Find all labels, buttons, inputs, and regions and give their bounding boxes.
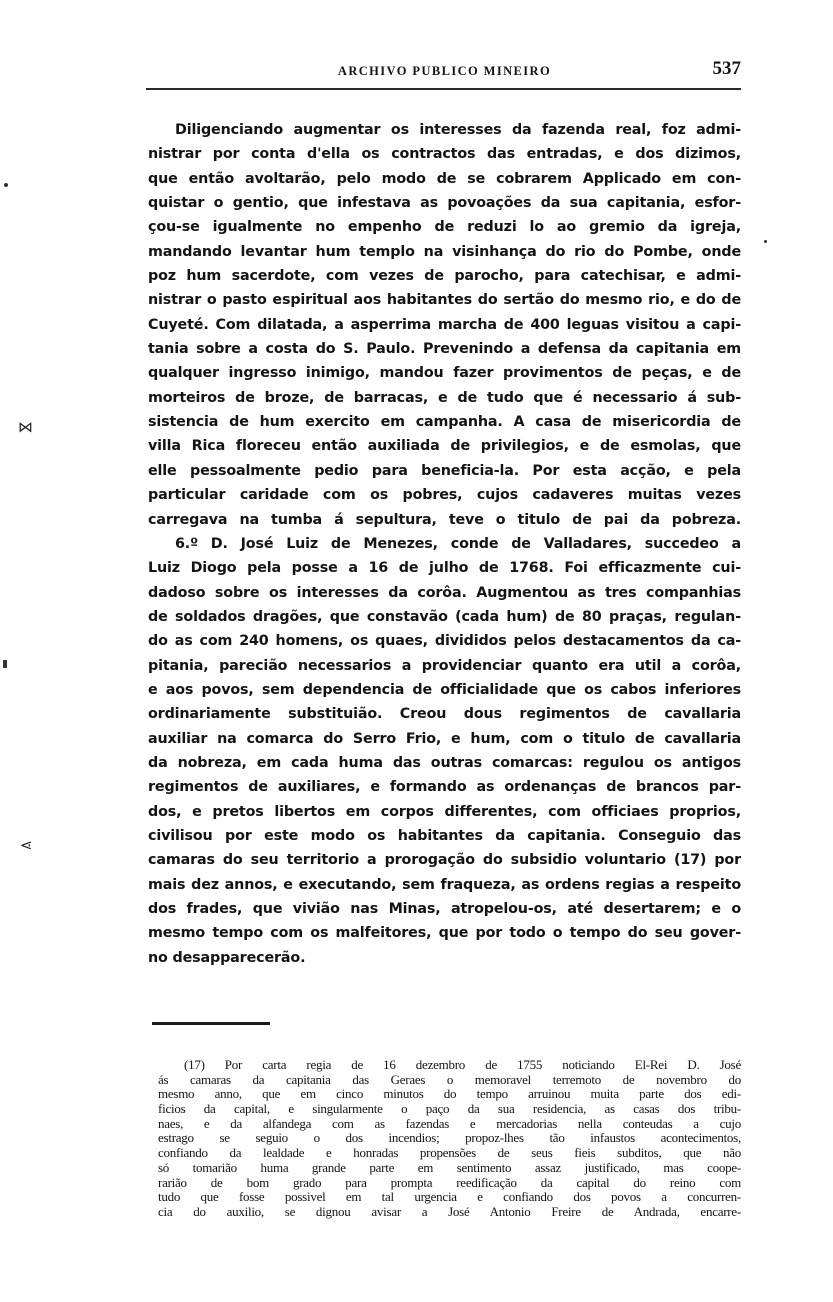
body-line: dos frades, que vivião nas Minas, atropelou-os, até desertarem; e o — [148, 901, 741, 917]
scan-speck: ⋈ — [18, 418, 33, 436]
page-number: 537 — [712, 58, 741, 79]
body-line: qualquer ingresso inimigo, mandou fazer provimentos de peças, e de — [148, 365, 741, 382]
footnote-line: só tomarião huma grande parte em sentimento assaz justificado, mas coope- — [158, 1160, 741, 1175]
body-line: morteiros de broze, de barracas, e de tudo que é necessario á sub- — [148, 389, 741, 406]
body-line: 6.º D. José Luiz de Menezes, conde de Valladares, succedeo a — [175, 535, 741, 552]
body-line: tania sobre a costa do S. Paulo. Prevenindo a defensa da capitania em — [148, 341, 741, 358]
body-line: Diligenciando augmentar os interesses da fazenda real, foz admi- — [175, 122, 741, 138]
footnote-line: (17) Por carta regia de 16 dezembro de 1755 noticiando El-Rei D. José — [184, 1058, 741, 1072]
body-line: ordinariamente substituião. Creou dous regimentos de cavallaria — [148, 706, 741, 723]
running-head — [148, 58, 741, 86]
footnote-line: tudo que fosse possivel em tal urgencia e confiando dos povos a concurren- — [158, 1190, 741, 1205]
body-line: mandando levantar hum templo na visinhança do rio do Pombe, onde — [148, 243, 741, 260]
body-line: dos, e pretos libertos em corpos differentes, com officiaes proprios, — [148, 803, 741, 820]
scan-speck — [3, 660, 7, 668]
footnote-line: mesmo anno, que em cinco minutos do tempo arruinou muita parte dos edi- — [158, 1087, 741, 1102]
body-line: poz hum sacerdote, com vezes de parocho, para catechisar, e admi- — [148, 268, 741, 285]
body-line: sistencia de hum exercito em campanha. A casa de misericordia de — [148, 414, 741, 431]
body-line: que então avoltarão, pelo modo de se cobrarem Applicado em con- — [148, 170, 741, 187]
body-line: regimentos de auxiliares, e formando as ordenanças de brancos par- — [148, 779, 741, 796]
body-line: civilisou por este modo os habitantes da capitania. Conseguio das — [148, 827, 741, 844]
body-line: camaras do seu territorio a prorogação do subsidio voluntario (17) por — [148, 852, 741, 869]
body-line: Cuyeté. Com dilatada, a asperrima marcha de 400 leguas visitou a capi- — [148, 316, 741, 333]
body-line: mais dez annos, e executando, sem fraqueza, as ordens regias a respeito — [148, 876, 741, 893]
body-text — [148, 118, 741, 970]
body-line: e aos povos, sem dependencia de officialidade que os cabos inferiores — [148, 681, 741, 698]
footnote-line: naes, e da alfandega com as fazendas e mercadorias nella conteudas a cujo — [158, 1116, 741, 1131]
body-line: pitania, parecião necessarios a providenciar quanto era util a corôa, — [148, 657, 741, 674]
footnote-line: confiando da lealdade e honradas propensões de seus fieis subditos, que não — [158, 1146, 741, 1161]
running-title: ARCHIVO PUBLICO MINEIRO — [337, 64, 552, 78]
footnote-line: ás camaras da capitania das Geraes o memoravel terremoto de novembro do — [158, 1072, 741, 1087]
body-line: no desapparecerão. — [148, 949, 306, 966]
body-line: particular caridade com os pobres, cujos cadaveres muitas vezes — [148, 487, 741, 504]
body-line: dadoso sobre os interesses da corôa. Augmentou as tres companhias — [148, 584, 741, 601]
body-line: auxiliar na comarca do Serro Frio, e hum, com o titulo de cavallaria — [148, 730, 741, 747]
scan-speck: ⋖ — [20, 836, 33, 854]
body-line: Luiz Diogo pela posse a 16 de julho de 1768. Foi efficazmente cui- — [148, 560, 741, 577]
footnote-rule — [152, 1022, 270, 1025]
footnote — [158, 1058, 741, 1220]
footnote-line: rarião de bom grado para prompta reedificação da capital do reino com — [158, 1175, 741, 1190]
body-line: elle pessoalmente pedio para beneficia-la. Por esta acção, e pela — [148, 462, 741, 479]
scan-speck — [764, 240, 767, 243]
body-line: da nobreza, em cada huma das outras comarcas: regulou os antigos — [148, 754, 741, 771]
body-line: mesmo tempo com os malfeitores, que por todo o tempo do seu gover- — [148, 925, 741, 942]
body-line: nistrar por conta d'ella os contractos das entradas, e dos dizimos, — [148, 146, 741, 163]
body-line: carregava na tumba á sepultura, teve o titulo de pai da pobreza. — [148, 511, 741, 528]
footnote-line: estrago se seguio o dos incendios; propoz-lhes tão infaustos acontecimentos, — [158, 1131, 741, 1146]
body-line: de soldados dragões, que constavão (cada hum) de 80 praças, regulan- — [148, 608, 741, 625]
body-line: nistrar o pasto espiritual aos habitantes do sertão do mesmo rio, e do de — [148, 292, 741, 309]
body-line: çou-se igualmente no empenho de reduzi lo ao gremio da igreja, — [148, 219, 741, 236]
header-rule — [146, 88, 741, 90]
body-line: do as com 240 homens, os quaes, divididos pelos destacamentos da ca- — [148, 633, 741, 650]
body-line: villa Rica floreceu então auxiliada de privilegios, e de esmolas, que — [148, 438, 741, 455]
footnote-line: cia do auxilio, se dignou avisar a José Antonio Freire de Andrada, encarre- — [158, 1204, 741, 1219]
body-line: quistar o gentio, que infestava as povoações da sua capitania, esfor- — [148, 195, 741, 212]
footnote-line: ficios da capital, e singularmente o paço da sua residencia, as casas dos tribu- — [158, 1102, 741, 1117]
scan-speck — [4, 183, 8, 187]
